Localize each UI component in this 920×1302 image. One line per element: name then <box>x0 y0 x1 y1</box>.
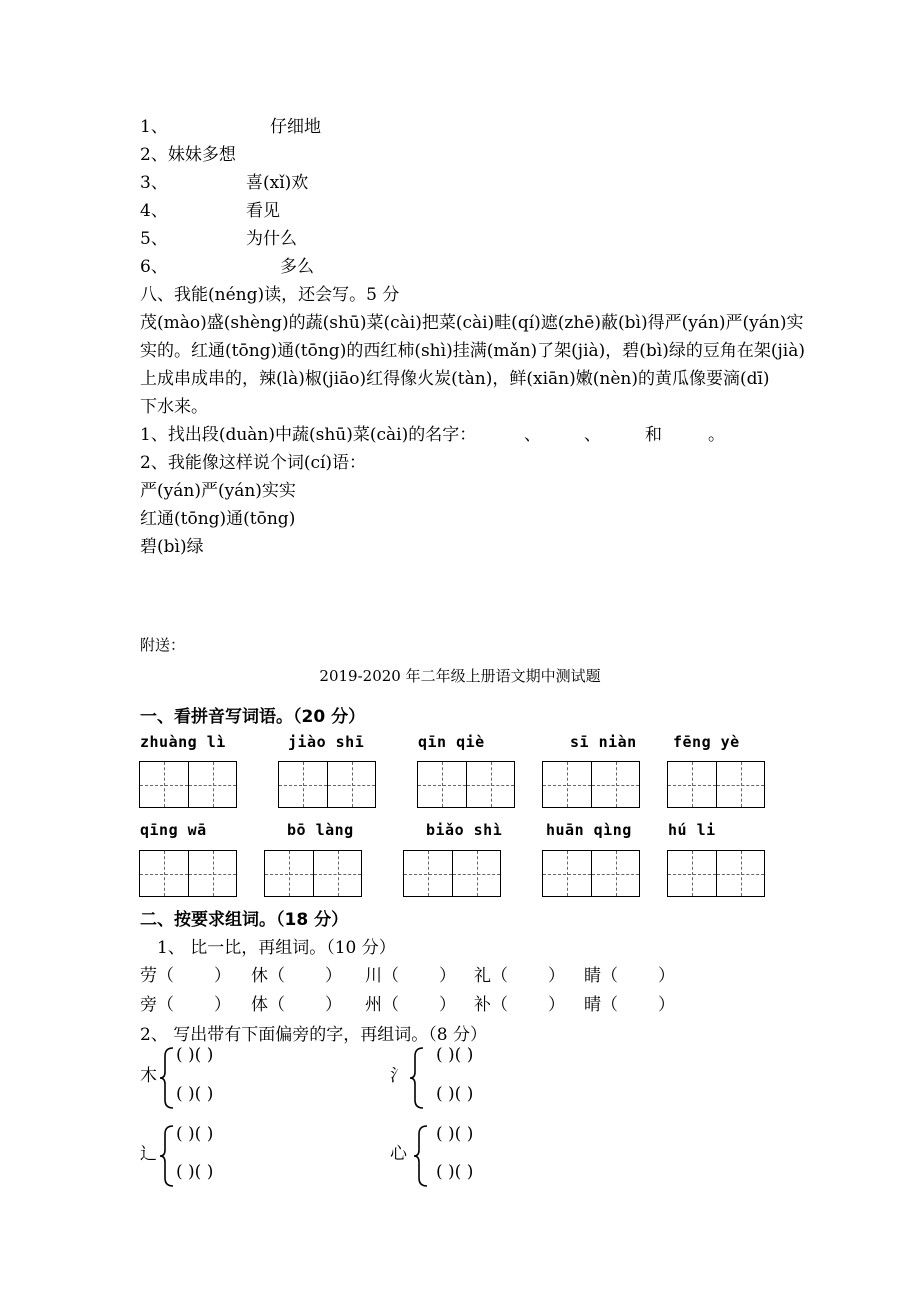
compare-row2-c4: 补（ <box>474 995 508 1015</box>
item-3-word: 喜(xǐ)欢 <box>246 173 309 193</box>
compare-row1-c1: 劳（ <box>140 966 174 986</box>
compare-row1-c3: 川（ <box>365 966 399 986</box>
radical-xin: 心 <box>390 1144 407 1164</box>
passage-line-2: 实的。红通(tōng)通(tōng)的西红柿(shì)挂满(mǎn)了架(jià)，碧(bì)绿的豆角在架(jià) <box>140 341 805 361</box>
compare-row1-c4: 礼（ <box>474 966 508 986</box>
brace-shui <box>409 1046 425 1110</box>
compare-row2-c5: 晴（ <box>584 995 618 1015</box>
writing-grid-9[interactable] <box>542 850 640 897</box>
compare-row1-c3-close: ） <box>439 966 456 986</box>
item-4-word: 看见 <box>246 201 280 221</box>
paren-xin-2: ( )( ) <box>436 1162 474 1182</box>
writing-grid-10[interactable] <box>667 850 765 897</box>
example-3: 碧(bì)绿 <box>140 537 204 557</box>
paren-xin-1: ( )( ) <box>436 1124 474 1144</box>
pinyin-9: huān qìng <box>546 821 632 839</box>
writing-grid-2[interactable] <box>278 761 376 808</box>
paren-mu-2: ( )( ) <box>176 1084 214 1104</box>
writing-grid-4[interactable] <box>542 761 640 808</box>
question-2: 2、我能像这样说个词(cí)语： <box>140 453 367 473</box>
compare-row2-c2-close: ） <box>325 995 342 1015</box>
pinyin-5: fēng yè <box>673 733 740 751</box>
exam-title: 2019-2020 年二年级上册语文期中测试题 <box>319 667 601 685</box>
item-3-num: 3、 <box>140 173 168 193</box>
appendix-label: 附送： <box>140 636 186 654</box>
writing-grid-7[interactable] <box>264 850 362 897</box>
compare-row2-c5-close: ） <box>658 995 675 1015</box>
q1-blank-sep-2: 、 <box>584 425 601 445</box>
passage-line-4: 下水来。 <box>140 397 208 417</box>
part-2-q1: 1、 比一比，再组词。（10 分） <box>157 938 396 958</box>
q1-blank-sep-1: 、 <box>524 425 541 445</box>
compare-row1-c5: 睛（ <box>584 966 618 986</box>
radical-mu: 木 <box>140 1066 157 1086</box>
pinyin-8: biǎo shì <box>426 821 503 839</box>
pinyin-2: jiào shī <box>288 733 365 751</box>
compare-row2-c4-close: ） <box>548 995 565 1015</box>
paren-chuo-2: ( )( ) <box>176 1162 214 1182</box>
compare-row2-c1-close: ） <box>214 995 231 1015</box>
example-2: 红通(tōng)通(tōng) <box>140 509 296 529</box>
compare-row1-c4-close: ） <box>548 966 565 986</box>
compare-row2-c3-close: ） <box>439 995 456 1015</box>
pinyin-7: bō làng <box>287 821 354 839</box>
pinyin-4: sī niàn <box>570 733 637 751</box>
compare-row1-c2: 休（ <box>251 966 285 986</box>
item-1-word: 仔细地 <box>270 117 321 137</box>
compare-row1-c5-close: ） <box>658 966 675 986</box>
question-1: 1、找出段(duàn)中蔬(shū)菜(cài)的名字： <box>140 425 477 445</box>
item-6-num: 6、 <box>140 257 168 277</box>
part-2-title: 二、按要求组词。（18 分） <box>140 910 349 930</box>
compare-row2-c3: 州（ <box>365 995 399 1015</box>
paren-shui-2: ( )( ) <box>436 1084 474 1104</box>
writing-grid-3[interactable] <box>417 761 515 808</box>
compare-row1-c1-close: ） <box>214 966 231 986</box>
passage-line-1: 茂(mào)盛(shèng)的蔬(shū)菜(cài)把菜(cài)畦(qí)遮(zhē)蔽(bì)得严(yán)严(yán)实 <box>140 313 804 333</box>
radical-chuo: 辶 <box>140 1144 157 1164</box>
compare-row1-c2-close: ） <box>325 966 342 986</box>
q1-blank-sep-4: 。 <box>708 425 725 445</box>
paren-shui-1: ( )( ) <box>436 1045 474 1065</box>
item-6-word: 多么 <box>280 257 314 277</box>
radical-shui: 氵 <box>390 1066 407 1086</box>
part-2-q2: 2、 写出带有下面偏旁的字，再组词。（8 分） <box>140 1025 487 1045</box>
writing-grid-8[interactable] <box>403 850 501 897</box>
writing-grid-5[interactable] <box>667 761 765 808</box>
brace-chuo <box>159 1124 175 1188</box>
section-8-title: 八、我能(néng)读，还会写。5 分 <box>140 285 400 305</box>
pinyin-1: zhuàng lì <box>140 733 226 751</box>
writing-grid-1[interactable] <box>139 761 237 808</box>
brace-xin <box>413 1124 429 1188</box>
pinyin-10: hú li <box>668 821 716 839</box>
item-5-word: 为什么 <box>246 229 297 249</box>
item-4-num: 4、 <box>140 201 168 221</box>
compare-row2-c1: 旁（ <box>140 995 174 1015</box>
paren-mu-1: ( )( ) <box>176 1045 214 1065</box>
part-1-title: 一、看拼音写词语。（20 分） <box>140 707 366 727</box>
item-1-num: 1、 <box>140 117 168 137</box>
writing-grid-6[interactable] <box>139 850 237 897</box>
item-5-num: 5、 <box>140 229 168 249</box>
compare-row2-c2: 体（ <box>251 995 285 1015</box>
example-1: 严(yán)严(yán)实实 <box>140 481 296 501</box>
item-2-num: 2、妹妹多想 <box>140 145 236 165</box>
paren-chuo-1: ( )( ) <box>176 1124 214 1144</box>
q1-blank-sep-3: 和 <box>645 425 662 445</box>
pinyin-6: qīng wā <box>140 821 207 839</box>
passage-line-3: 上成串成串的，辣(là)椒(jiāo)红得像火炭(tàn)，鲜(xiān)嫩(nèn)的黄瓜像要滴(dī) <box>140 369 770 389</box>
brace-mu <box>159 1046 175 1110</box>
pinyin-3: qīn qiè <box>418 733 485 751</box>
